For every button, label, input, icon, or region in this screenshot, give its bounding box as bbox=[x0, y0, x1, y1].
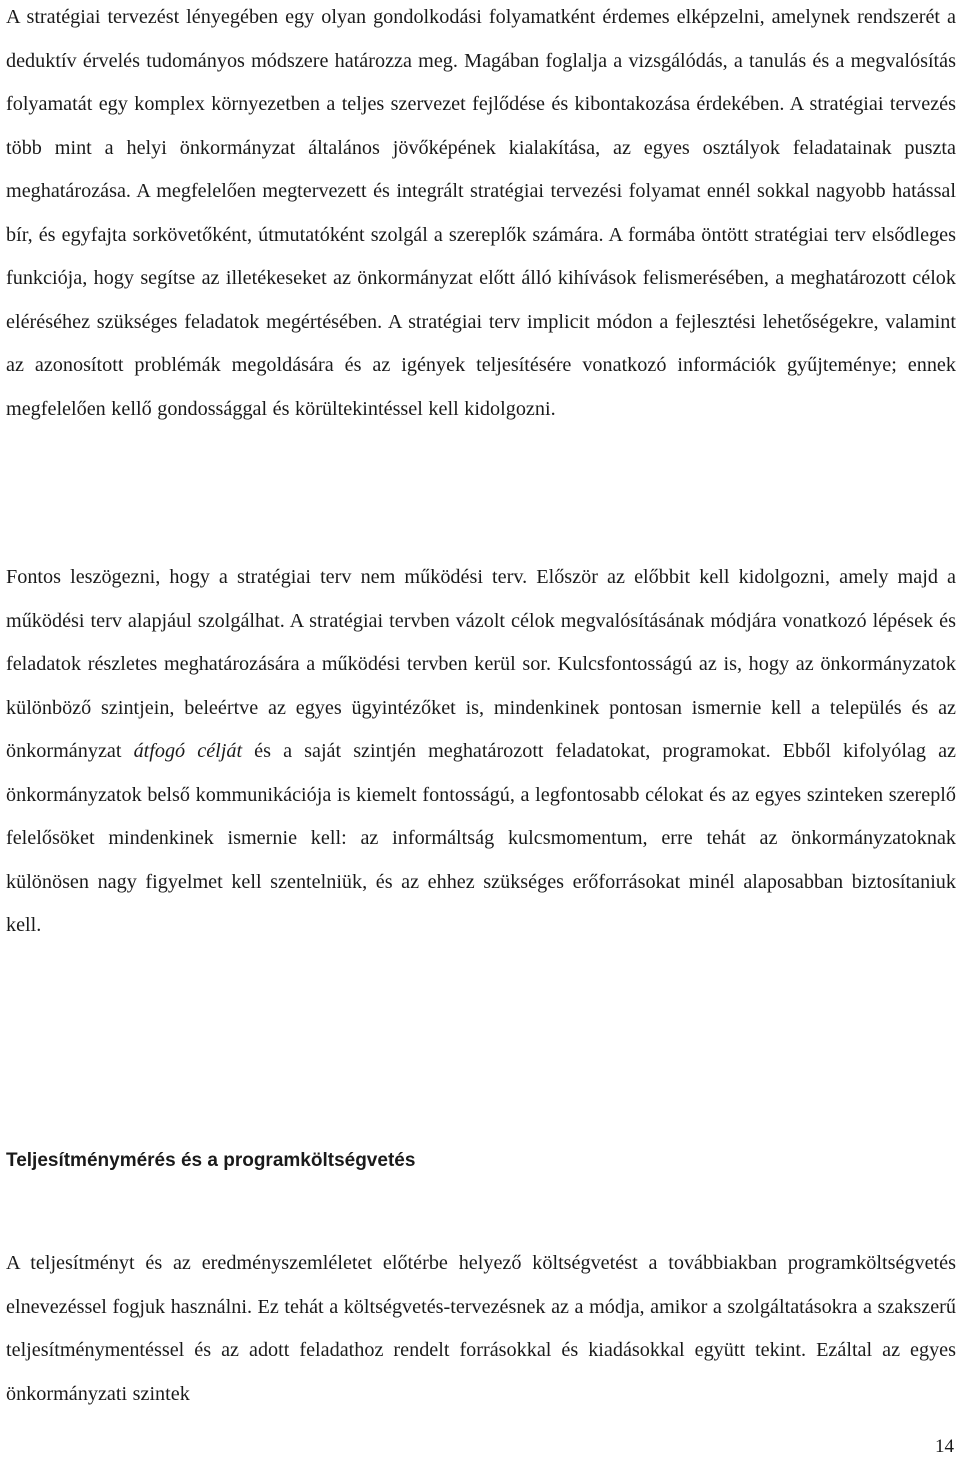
paragraph-operational-plan-italic: átfogó célját bbox=[133, 740, 243, 762]
paragraph-operational-plan-text-2: és a saját szintjén meghatározott feladatokat, programokat. Ebből kifolyólag az önkormányzatok belső kommunikációja is kiemelt fontosságú, a legfontosabb célokat és az egyes szinteken szereplő felelősöket mindenkinek ismernie kell: az informáltság kulcsmomentum, erre tehát az önkormányzatoknak különösen nagy figyelmet kell szentelniük, és az ehhez szükséges erőforrásokat minél alaposabban biztosítaniuk kell. bbox=[6, 740, 956, 936]
page-number: 14 bbox=[935, 1436, 954, 1457]
paragraph-program-budget: A teljesítményt és az eredményszemléletet előtérbe helyező költségvetést a továbbiakban programköltségvetés elnevezéssel fogjuk használni. Ez tehát a költségvetés-tervezésnek az a módja, amikor a szolgáltatásokra a szakszerű teljesítménymentéssel és az adott feladathoz rendelt forrásokkal és kiadásokkal együtt tekint. Ezáltal az egyes önkormányzati szintek bbox=[6, 1252, 956, 1405]
paragraph-operational-plan bbox=[6, 556, 956, 948]
paragraph-operational-plan-text-1: Fontos leszögezni, hogy a stratégiai terv nem működési terv. Először az előbbit kell kidolgozni, amely majd a működési terv alapjául szolgálhat. A stratégiai tervben vázolt célok megvalósításának módjára vonatkozó lépések és feladatok részletes meghatározására a működési tervben kerül sor. Kulcsfontosságú az is, hogy az önkormányzatok különböző szintjein, beleértve az egyes ügyintézőket is, mindenkinek pontosan ismernie kell a település és az önkormányzat bbox=[6, 566, 956, 762]
paragraph-strategic-planning: A stratégiai tervezést lényegében egy olyan gondolkodási folyamatként érdemes elképzelni, amelynek rendszerét a deduktív érvelés tudományos módszere határozza meg. Magában foglalja a vizsgálódás, a tanulás és a megvalósítás folyamatát egy komplex környezetben a teljes szervezet fejlődése és kibontakozása érdekében. A stratégiai tervezés több mint a helyi önkormányzat általános jövőképének kialakítása, az egyes osztályok feladatainak puszta meghatározása. A megfelelően megtervezett és integrált stratégiai tervezési folyamat ennél sokkal nagyobb hatással bír, és egyfajta sorkövetőként, útmutatóként szolgál a szereplők számára. A formába öntött stratégiai terv elsődleges funkciója, hogy segítse az illetékeseket az önkormányzat előtt álló kihívások felismerésében, a meghatározott célok eléréséhez szükséges feladatok megértésében. A stratégiai terv implicit módon a fejlesztési lehetőségekre, valamint az azonosított problémák megoldására és az igények teljesítésére vonatkozó információk gyűjteménye; ennek megfelelően kellő gondossággal és körültekintéssel kell kidolgozni. bbox=[6, 6, 956, 420]
section-heading: Teljesítménymérés és a programköltségvetés bbox=[6, 1150, 416, 1171]
